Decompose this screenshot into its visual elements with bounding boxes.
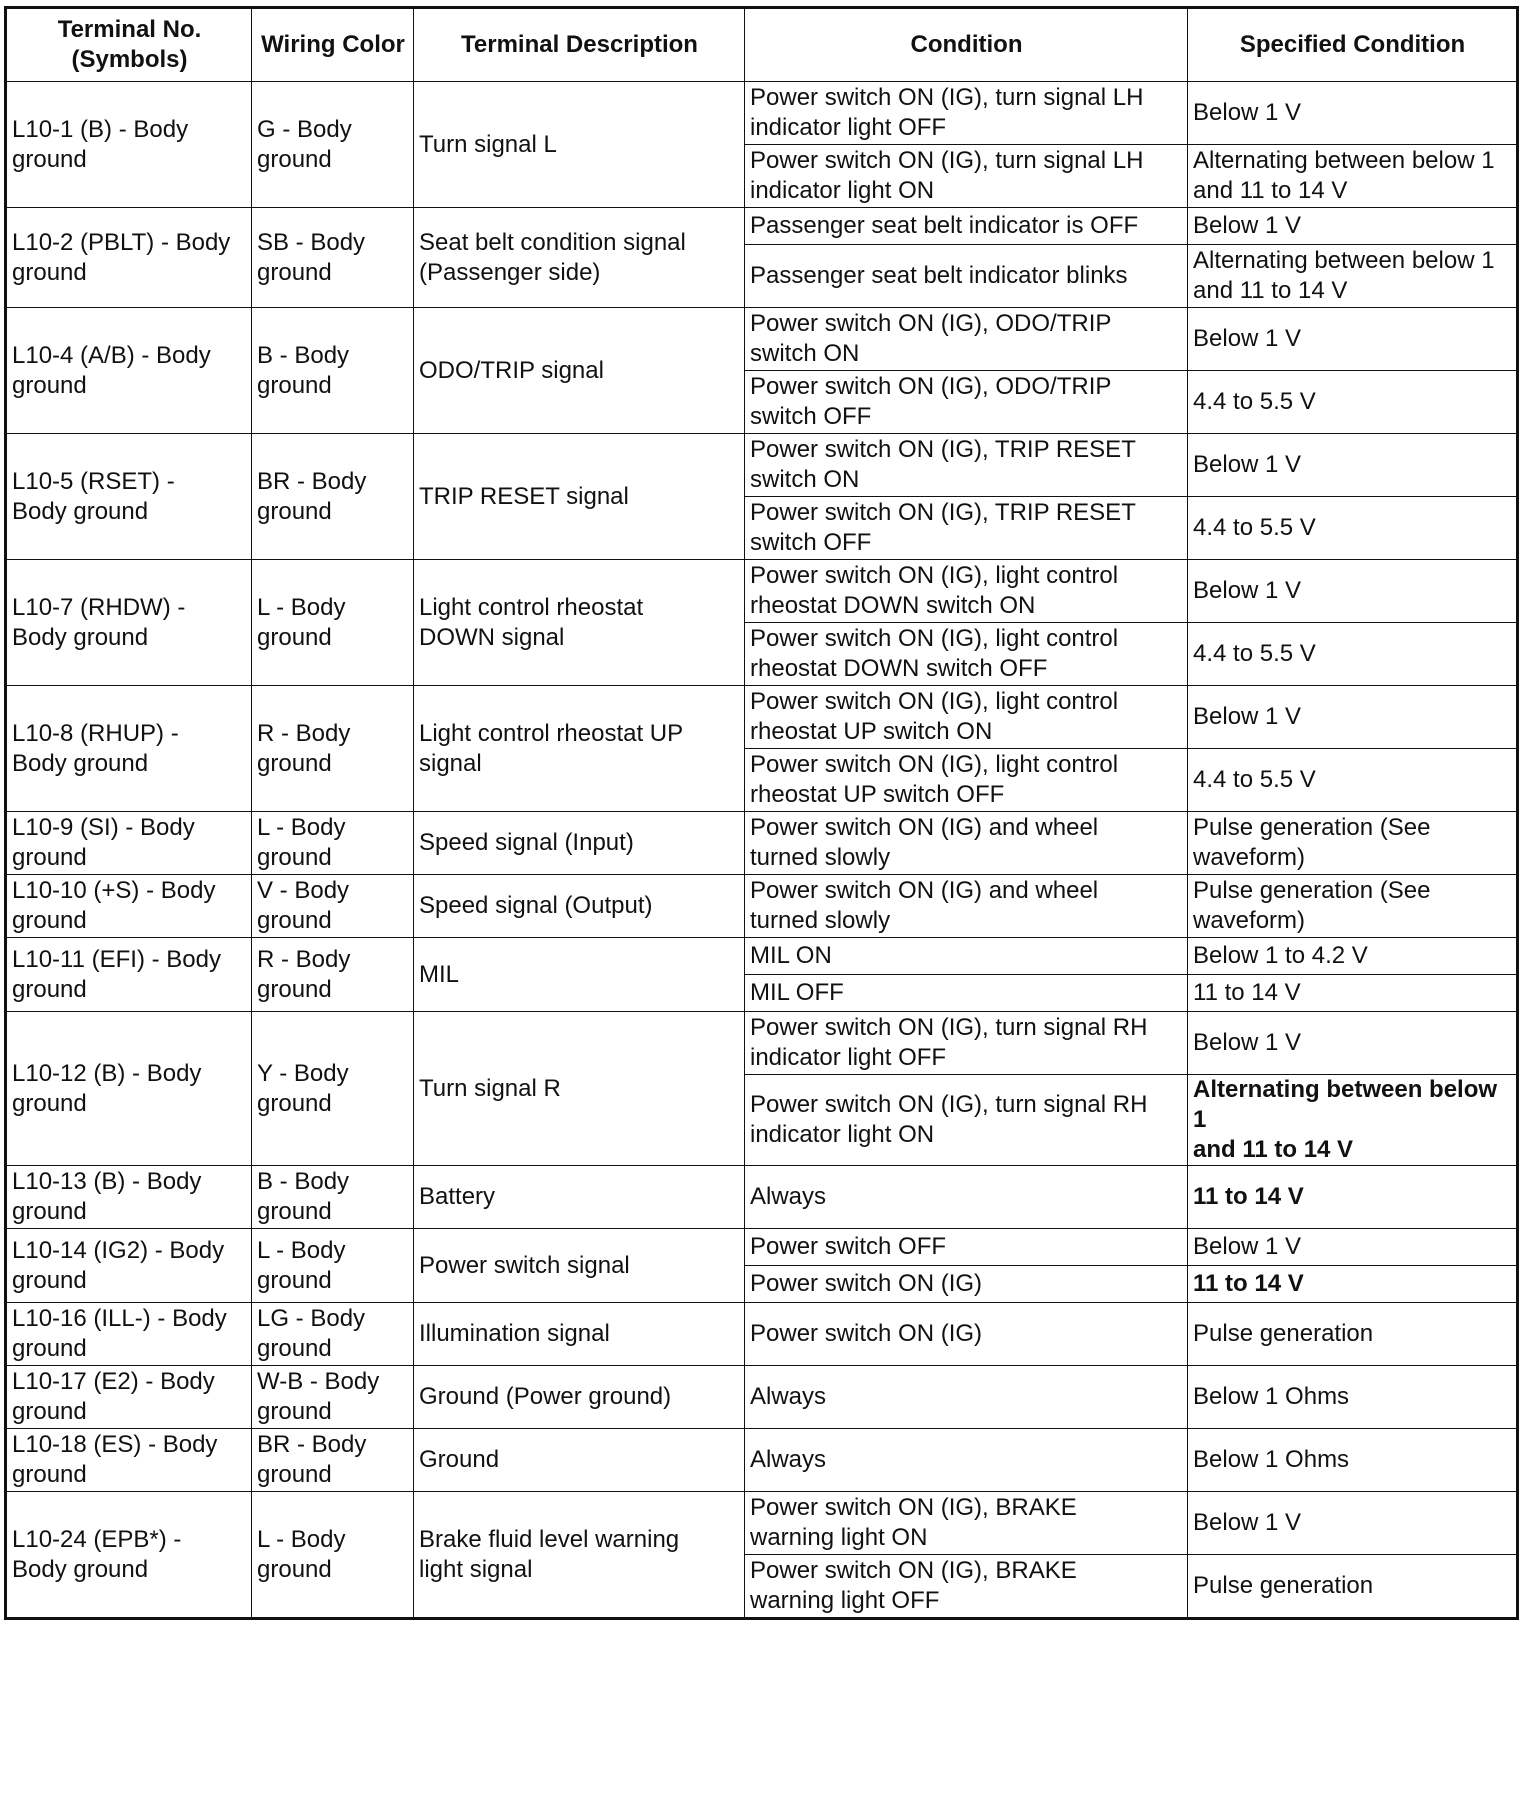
terminal-no-cell: L10-2 (PBLT) - Body ground — [6, 208, 252, 308]
terminal-no-cell: L10-16 (ILL-) - Body ground — [6, 1303, 252, 1366]
terminal-no-cell: L10-11 (EFI) - Body ground — [6, 938, 252, 1012]
condition-cell: Passenger seat belt indicator blinks — [745, 245, 1188, 308]
table-row — [6, 1229, 1518, 1266]
condition-cell: Power switch ON (IG), turn signal LH indicator light OFF — [745, 82, 1188, 145]
table-row — [6, 560, 1518, 623]
table-row — [6, 686, 1518, 749]
condition-cell: Power switch ON (IG) — [745, 1303, 1188, 1366]
specified-condition-cell: Below 1 Ohms — [1188, 1429, 1518, 1492]
terminal-spec-table — [4, 6, 1519, 1620]
table-row — [6, 875, 1518, 938]
condition-cell: Power switch ON (IG), light control rheostat DOWN switch OFF — [745, 623, 1188, 686]
header-wiring-color: Wiring Color — [252, 8, 414, 82]
wiring-color-cell: G - Body ground — [252, 82, 414, 208]
wiring-color-cell: V - Body ground — [252, 875, 414, 938]
terminal-no-cell: L10-14 (IG2) - Body ground — [6, 1229, 252, 1303]
specified-condition-cell: Below 1 V — [1188, 434, 1518, 497]
condition-cell: Always — [745, 1366, 1188, 1429]
terminal-description-cell: MIL — [414, 938, 745, 1012]
header-terminal-description: Terminal Description — [414, 8, 745, 82]
terminal-description-cell: Battery — [414, 1166, 745, 1229]
terminal-no-cell: L10-5 (RSET) - Body ground — [6, 434, 252, 560]
terminal-description-cell: Turn signal L — [414, 82, 745, 208]
wiring-color-cell: L - Body ground — [252, 812, 414, 875]
condition-cell: Power switch ON (IG), BRAKE warning light ON — [745, 1492, 1188, 1555]
specified-condition-cell: 11 to 14 V — [1188, 1266, 1518, 1303]
terminal-description-cell: Light control rheostat UP signal — [414, 686, 745, 812]
condition-cell: Power switch ON (IG), BRAKE warning light OFF — [745, 1555, 1188, 1619]
wiring-color-cell: Y - Body ground — [252, 1012, 414, 1166]
terminal-description-cell: Speed signal (Input) — [414, 812, 745, 875]
terminal-description-cell: ODO/TRIP signal — [414, 308, 745, 434]
table-row — [6, 1366, 1518, 1429]
specified-condition-cell: 11 to 14 V — [1188, 975, 1518, 1012]
terminal-description-cell: Turn signal R — [414, 1012, 745, 1166]
table-row — [6, 82, 1518, 145]
terminal-description-cell: Seat belt condition signal (Passenger side) — [414, 208, 745, 308]
condition-cell: Power switch ON (IG), turn signal RH indicator light ON — [745, 1075, 1188, 1166]
specified-condition-cell: Pulse generation (See waveform) — [1188, 812, 1518, 875]
condition-cell: Power switch ON (IG), light control rheostat UP switch OFF — [745, 749, 1188, 812]
specified-condition-cell: 4.4 to 5.5 V — [1188, 749, 1518, 812]
condition-cell: Always — [745, 1429, 1188, 1492]
specified-condition-cell: 4.4 to 5.5 V — [1188, 497, 1518, 560]
terminal-no-cell: L10-9 (SI) - Body ground — [6, 812, 252, 875]
condition-cell: Power switch ON (IG), turn signal LH indicator light ON — [745, 145, 1188, 208]
specified-condition-cell: Below 1 V — [1188, 82, 1518, 145]
specified-condition-cell: Below 1 V — [1188, 686, 1518, 749]
terminal-no-cell: L10-18 (ES) - Body ground — [6, 1429, 252, 1492]
terminal-description-cell: Brake fluid level warning light signal — [414, 1492, 745, 1619]
condition-cell: Power switch ON (IG), light control rheostat UP switch ON — [745, 686, 1188, 749]
condition-cell: Power switch ON (IG), turn signal RH indicator light OFF — [745, 1012, 1188, 1075]
specified-condition-cell: 4.4 to 5.5 V — [1188, 623, 1518, 686]
condition-cell: Power switch ON (IG), light control rheostat DOWN switch ON — [745, 560, 1188, 623]
wiring-color-cell: SB - Body ground — [252, 208, 414, 308]
wiring-color-cell: R - Body ground — [252, 938, 414, 1012]
terminal-description-cell: TRIP RESET signal — [414, 434, 745, 560]
table-row — [6, 308, 1518, 371]
terminal-no-cell: L10-1 (B) - Body ground — [6, 82, 252, 208]
table-row — [6, 208, 1518, 245]
condition-cell: Always — [745, 1166, 1188, 1229]
specified-condition-cell: Below 1 V — [1188, 1229, 1518, 1266]
table-row — [6, 938, 1518, 975]
header-row — [6, 8, 1518, 82]
condition-cell: MIL OFF — [745, 975, 1188, 1012]
condition-cell: Passenger seat belt indicator is OFF — [745, 208, 1188, 245]
wiring-color-cell: L - Body ground — [252, 1229, 414, 1303]
specified-condition-cell: 4.4 to 5.5 V — [1188, 371, 1518, 434]
specified-condition-cell: Below 1 to 4.2 V — [1188, 938, 1518, 975]
wiring-color-cell: LG - Body ground — [252, 1303, 414, 1366]
terminal-no-cell: L10-10 (+S) - Body ground — [6, 875, 252, 938]
specified-condition-cell: Below 1 V — [1188, 1012, 1518, 1075]
condition-cell: Power switch ON (IG) and wheel turned slowly — [745, 875, 1188, 938]
specified-condition-cell: Alternating between below 1 and 11 to 14 V — [1188, 1075, 1518, 1166]
terminal-no-cell: L10-4 (A/B) - Body ground — [6, 308, 252, 434]
terminal-no-cell: L10-17 (E2) - Body ground — [6, 1366, 252, 1429]
table-row — [6, 434, 1518, 497]
header-condition: Condition — [745, 8, 1188, 82]
specified-condition-cell: Below 1 V — [1188, 308, 1518, 371]
condition-cell: Power switch OFF — [745, 1229, 1188, 1266]
condition-cell: Power switch ON (IG), ODO/TRIP switch ON — [745, 308, 1188, 371]
terminal-description-cell: Illumination signal — [414, 1303, 745, 1366]
wiring-color-cell: B - Body ground — [252, 1166, 414, 1229]
table-row — [6, 812, 1518, 875]
wiring-color-cell: L - Body ground — [252, 1492, 414, 1619]
table-row — [6, 1492, 1518, 1555]
document-page — [4, 6, 1516, 1620]
wiring-color-cell: L - Body ground — [252, 560, 414, 686]
specified-condition-cell: Pulse generation — [1188, 1555, 1518, 1619]
terminal-no-cell: L10-24 (EPB*) - Body ground — [6, 1492, 252, 1619]
condition-cell: MIL ON — [745, 938, 1188, 975]
table-row — [6, 1429, 1518, 1492]
wiring-color-cell: BR - Body ground — [252, 1429, 414, 1492]
specified-condition-cell: 11 to 14 V — [1188, 1166, 1518, 1229]
header-terminal-no: Terminal No. (Symbols) — [6, 8, 252, 82]
terminal-no-cell: L10-8 (RHUP) - Body ground — [6, 686, 252, 812]
table-row — [6, 1166, 1518, 1229]
terminal-description-cell: Speed signal (Output) — [414, 875, 745, 938]
terminal-description-cell: Light control rheostat DOWN signal — [414, 560, 745, 686]
terminal-no-cell: L10-13 (B) - Body ground — [6, 1166, 252, 1229]
terminal-no-cell: L10-7 (RHDW) - Body ground — [6, 560, 252, 686]
condition-cell: Power switch ON (IG) — [745, 1266, 1188, 1303]
terminal-description-cell: Ground (Power ground) — [414, 1366, 745, 1429]
specified-condition-cell: Alternating between below 1 and 11 to 14 V — [1188, 245, 1518, 308]
specified-condition-cell: Below 1 V — [1188, 208, 1518, 245]
condition-cell: Power switch ON (IG) and wheel turned slowly — [745, 812, 1188, 875]
wiring-color-cell: R - Body ground — [252, 686, 414, 812]
specified-condition-cell: Below 1 V — [1188, 1492, 1518, 1555]
specified-condition-cell: Below 1 Ohms — [1188, 1366, 1518, 1429]
wiring-color-cell: BR - Body ground — [252, 434, 414, 560]
specified-condition-cell: Below 1 V — [1188, 560, 1518, 623]
specified-condition-cell: Pulse generation (See waveform) — [1188, 875, 1518, 938]
table-body — [6, 82, 1518, 1619]
specified-condition-cell: Pulse generation — [1188, 1303, 1518, 1366]
header-specified-condition: Specified Condition — [1188, 8, 1518, 82]
terminal-description-cell: Power switch signal — [414, 1229, 745, 1303]
condition-cell: Power switch ON (IG), TRIP RESET switch ON — [745, 434, 1188, 497]
table-row — [6, 1303, 1518, 1366]
condition-cell: Power switch ON (IG), ODO/TRIP switch OFF — [745, 371, 1188, 434]
terminal-no-cell: L10-12 (B) - Body ground — [6, 1012, 252, 1166]
wiring-color-cell: W-B - Body ground — [252, 1366, 414, 1429]
specified-condition-cell: Alternating between below 1 and 11 to 14 V — [1188, 145, 1518, 208]
wiring-color-cell: B - Body ground — [252, 308, 414, 434]
condition-cell: Power switch ON (IG), TRIP RESET switch OFF — [745, 497, 1188, 560]
terminal-description-cell: Ground — [414, 1429, 745, 1492]
table-row — [6, 1012, 1518, 1075]
